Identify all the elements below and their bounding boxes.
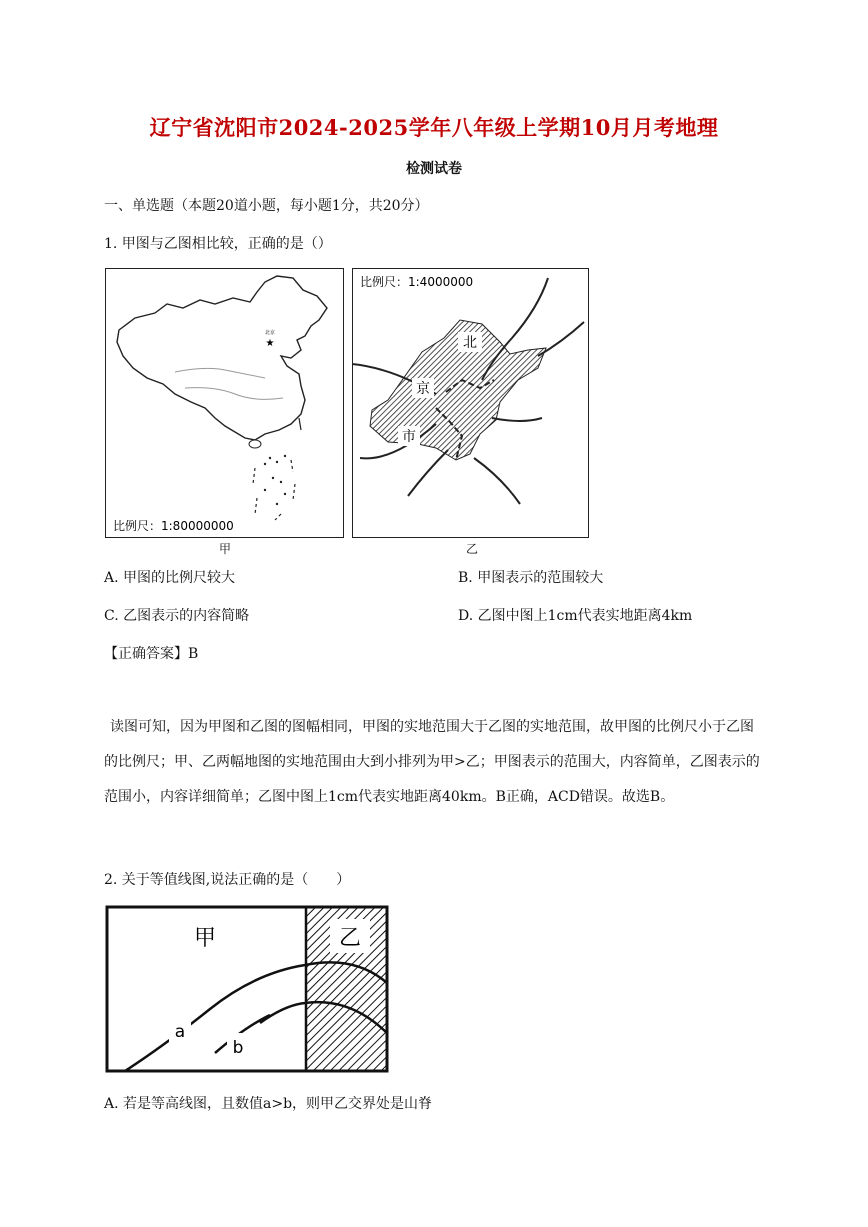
contour-label-yi: 乙	[338, 926, 362, 951]
hainan-island	[249, 440, 261, 448]
map-yi-label-jing: 京	[416, 381, 430, 397]
contour-label-jia: 甲	[193, 926, 217, 951]
map-jia-scale: 比例尺：1:80000000	[113, 519, 234, 533]
q1-stem: 1. 甲图与乙图相比较，正确的是（）	[104, 236, 332, 252]
beijing-capital-label: 北京	[264, 330, 276, 336]
map-yi-caption: 乙	[466, 542, 479, 556]
map-yi-beijing	[352, 268, 590, 540]
section-heading: 一、单选题（本题20道小题，每小题1分，共20分）	[104, 198, 429, 214]
map-jia-china	[105, 268, 345, 540]
beijing-star-icon: ★	[265, 338, 275, 349]
q1-explanation: 读图可知，因为甲图和乙图的图幅相同，甲图的实地范围大于乙图的实地范围，故甲图的比例尺小于乙图的比例尺；甲、乙两幅地图的实地范围由大到小排列为甲>乙；甲图表示的范围大，内容简单，乙图表示的范围小，内容详细简单；乙图中图上1cm代表实地距离40km。B正确，ACD错误。故选B。	[104, 719, 760, 805]
q2-stem: 2. 关于等值线图,说法正确的是（ ）	[104, 872, 351, 888]
map-yi-label-bei: 北	[463, 335, 477, 351]
contour-label-a: a	[174, 1022, 186, 1042]
q1-option-a[interactable]: A. 甲图的比例尺较大	[104, 570, 236, 586]
document-title: 辽宁省沈阳市2024-2025学年八年级上学期10月月考地理	[149, 115, 719, 140]
map-jia-caption: 甲	[219, 542, 232, 556]
q1-answer: 【正确答案】B	[104, 646, 199, 662]
map-yi-label-shi: 市	[402, 429, 416, 445]
document-subtitle: 检测试卷	[406, 161, 462, 177]
q1-option-d[interactable]: D. 乙图中图上1cm代表实地距离4km	[458, 608, 693, 624]
contour-label-b: b	[232, 1038, 244, 1058]
map-yi-scale: 比例尺：1:4000000	[360, 275, 474, 289]
q2-option-a[interactable]: A. 若是等高线图，且数值a>b，则甲乙交界处是山脊	[104, 1096, 433, 1112]
q1-option-c[interactable]: C. 乙图表示的内容简略	[104, 608, 250, 624]
q1-option-b[interactable]: B. 甲图表示的范围较大	[458, 570, 604, 586]
contour-figure	[105, 905, 391, 1075]
